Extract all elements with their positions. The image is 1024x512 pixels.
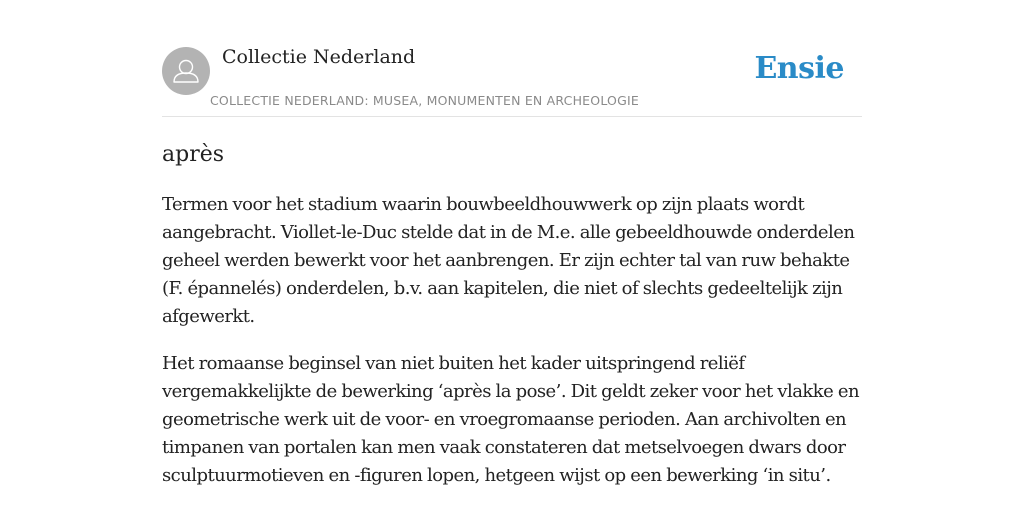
entry-title: après (162, 142, 225, 167)
entry-paragraph: Het romaanse beginsel van niet buiten het kader uitspringend reliëf vergemakkelijkte de bewerking ‘après la pose’. Dit geldt zeker voor het vlakke en geometrische werk uit de voor- en vroegromaanse perioden. Aan archivolten en timpanen van portalen kan men vaak constateren dat metselvoegen dwars door sculptuurmotieven en -figuren lopen, hetgeen wijst op een bewerking ‘in situ’. (162, 353, 860, 486)
entry-card (162, 44, 862, 490)
source-avatar[interactable] (162, 47, 210, 95)
source-subtitle: COLLECTIE NEDERLAND: MUSEA, MONUMENTEN EN ARCHEOLOGIE (210, 93, 639, 108)
ensie-logo[interactable]: Ensie (754, 51, 844, 86)
source-name-link[interactable]: Collectie Nederland (222, 46, 416, 68)
entry-paragraph: Termen voor het stadium waarin bouwbeeldhouwwerk op zijn plaats wordt aangebracht. Viollet-le-Duc stelde dat in de M.e. alle gebeeldhouwde onderdelen geheel werden bewerkt voor het aanbrengen. Er zijn echter tal van ruw behakte (F. épannelés) onderdelen, b.v. aan kapitelen, die niet of slechts gedeeltelijk zijn afgewerkt. (162, 194, 855, 327)
user-icon (162, 47, 210, 95)
entry-body (162, 191, 862, 490)
entry-header (162, 44, 862, 117)
